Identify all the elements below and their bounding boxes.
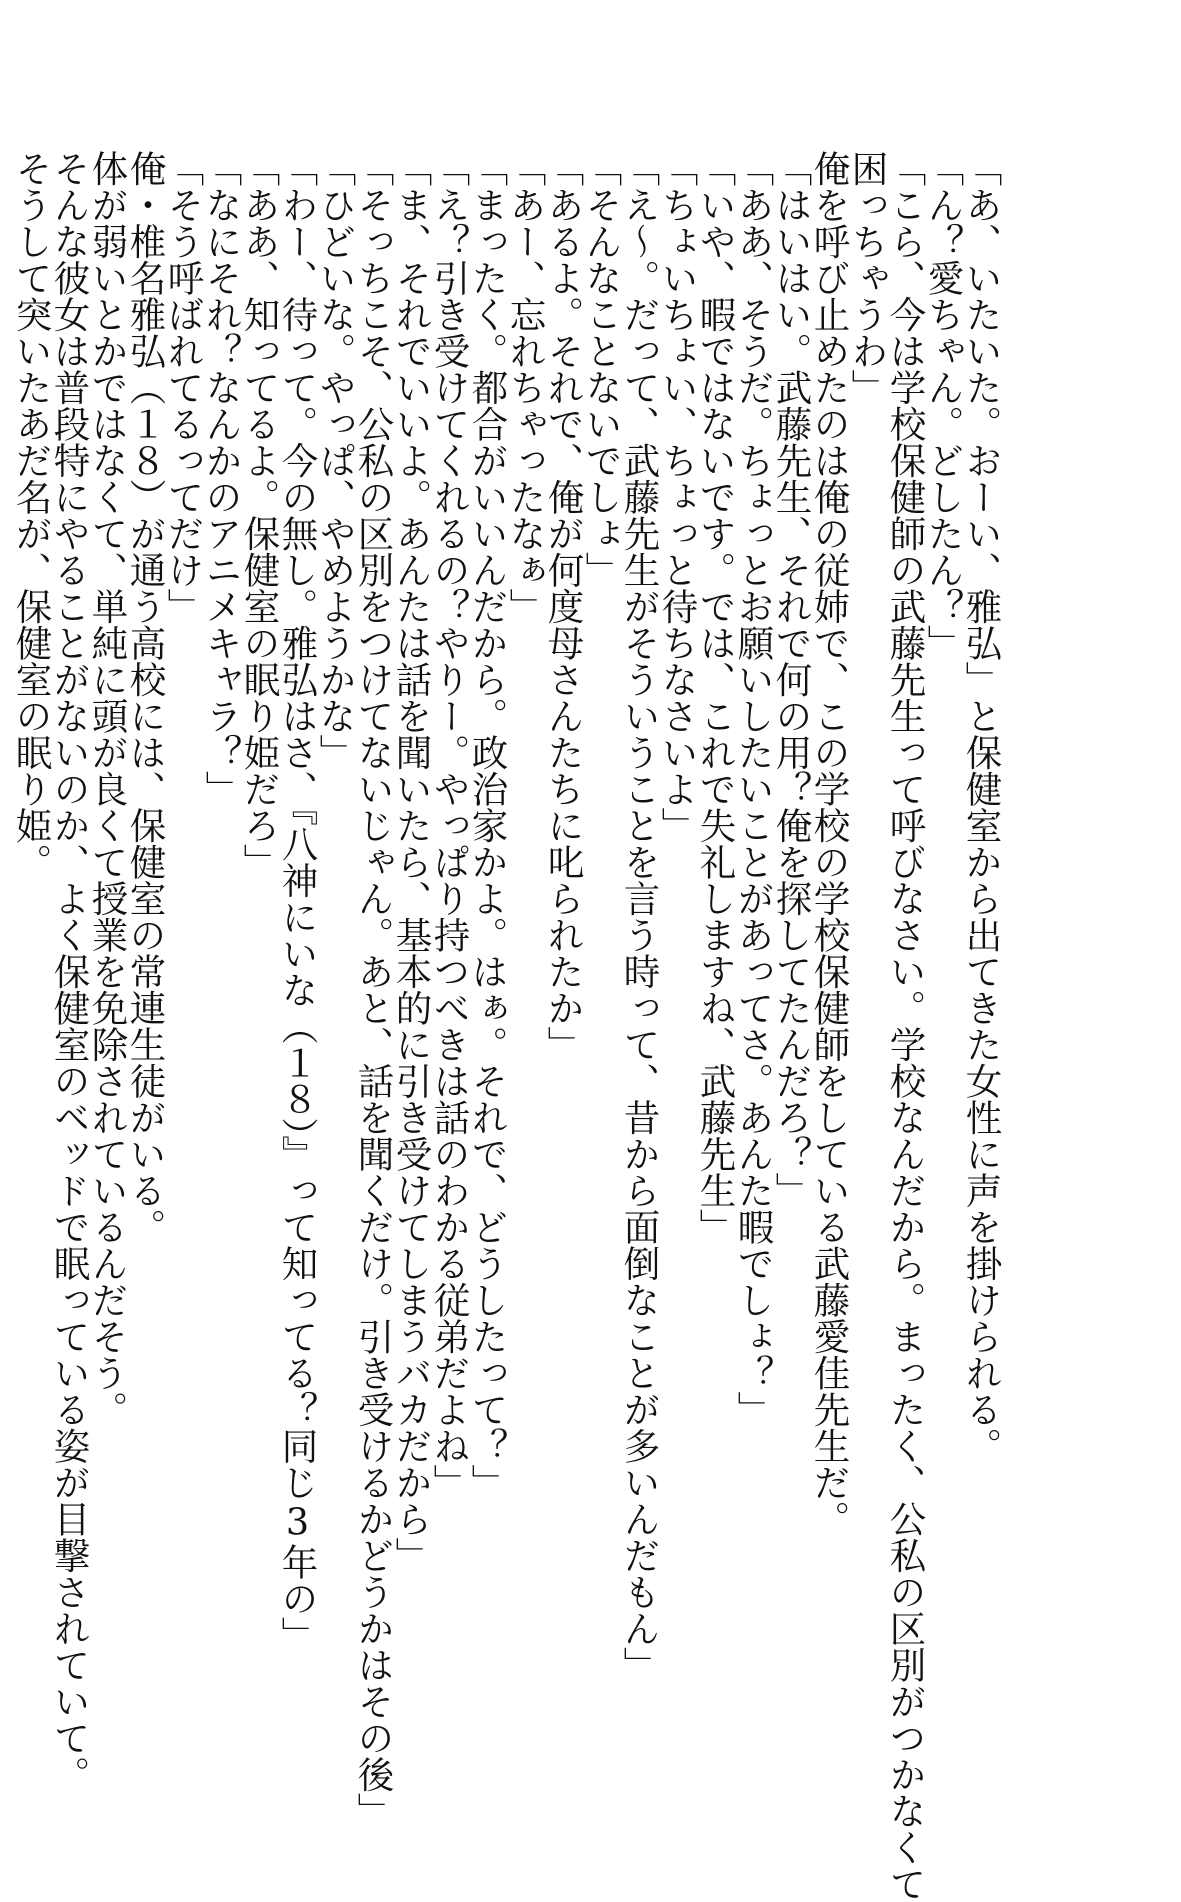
text-line: 「そんなことないでしょ」 xyxy=(580,150,623,588)
text-line: 「そっちこそ、公私の区別をつけてないじゃん。あと、話を聞くだけ。引き受けるかどうかはその後」 xyxy=(352,150,395,1829)
text-line: 「はいはい。武藤先生、それで何の用？俺を探してたんだろ？」 xyxy=(770,150,813,1209)
text-line: 「ひどいな。やっぱ、やめようかな」 xyxy=(314,150,357,771)
text-line: 体が弱いとかではなくて、単純に頭が良くて授業を免除されているんだそう。 xyxy=(86,150,129,1428)
vertical-text-block xyxy=(0,150,1181,1902)
text-line: 「ああ、知ってるよ。保健室の眠り姫だろ」 xyxy=(238,150,281,880)
text-line: 「ちょいちょい、ちょっと待ちなさいよ」 xyxy=(656,150,699,844)
text-line: 「あ、いたいた。おーい、雅弘」と保健室から出てきた女性に声を掛けられる。 xyxy=(960,150,1003,1464)
text-line: 「まったく。都合がいいんだから。政治家かよ。はぁ。それで、どうしたって？」 xyxy=(466,150,509,1501)
text-line: 「こら、今は学校保健師の武藤先生って呼びなさい。学校なんだから。まったく、公私の区別がつかなくて xyxy=(884,150,927,1902)
text-line: 「あー、忘れちゃったなぁ」 xyxy=(504,150,547,625)
text-line: 俺を呼び止めたのは俺の従姉で、この学校の学校保健師をしている武藤愛佳先生だ。 xyxy=(808,150,851,1537)
text-line: そんな彼女は普段特にやることがないのか、よく保健室のベッドで眠っている姿が目撃されていて。 xyxy=(48,150,91,1793)
text-line: 「え？引き受けてくれるの？やりー。やっぱり持つべきは話のわかる従弟だよね」 xyxy=(428,150,471,1501)
text-line: 「いや、暇ではないです。では、これで失礼しますね、武藤先生」 xyxy=(694,150,737,1245)
text-line: 困っちゃうわ」 xyxy=(846,150,889,406)
text-line: 「なにそれ？なんかのアニメキャラ？」 xyxy=(200,150,243,807)
text-line: 「ま、それでいいよ。あんたは話を聞いたら、基本的に引き受けてしまうバカだから」 xyxy=(390,150,433,1574)
text-line: 「ああ、そうだ。ちょっとお願いしたいことがあってさ。あんた暇でしょ？」 xyxy=(732,150,775,1428)
text-line: 「わー、待って。今の無し。雅弘はさ、『八神にいな（１８）』って知ってる？同じ3年の」 xyxy=(276,150,319,1653)
text-line: 「ん？愛ちゃん。どしたん？」 xyxy=(922,150,965,661)
text-line: 「そう呼ばれてるってだけ」 xyxy=(162,150,205,625)
text-line: 「え～。だって、武藤先生がそういうことを言う時って、昔から面倒なことが多いんだもん」 xyxy=(618,150,661,1683)
text-line: 俺・椎名雅弘（１８）が通う高校には、保健室の常連生徒がいる。 xyxy=(124,150,167,1245)
text-line: そうして突いたあだ名が、保健室の眠り姫。 xyxy=(10,150,53,880)
text-line: 「あるよ。それで、俺が何度母さんたちに叱られたか」 xyxy=(542,150,585,1063)
